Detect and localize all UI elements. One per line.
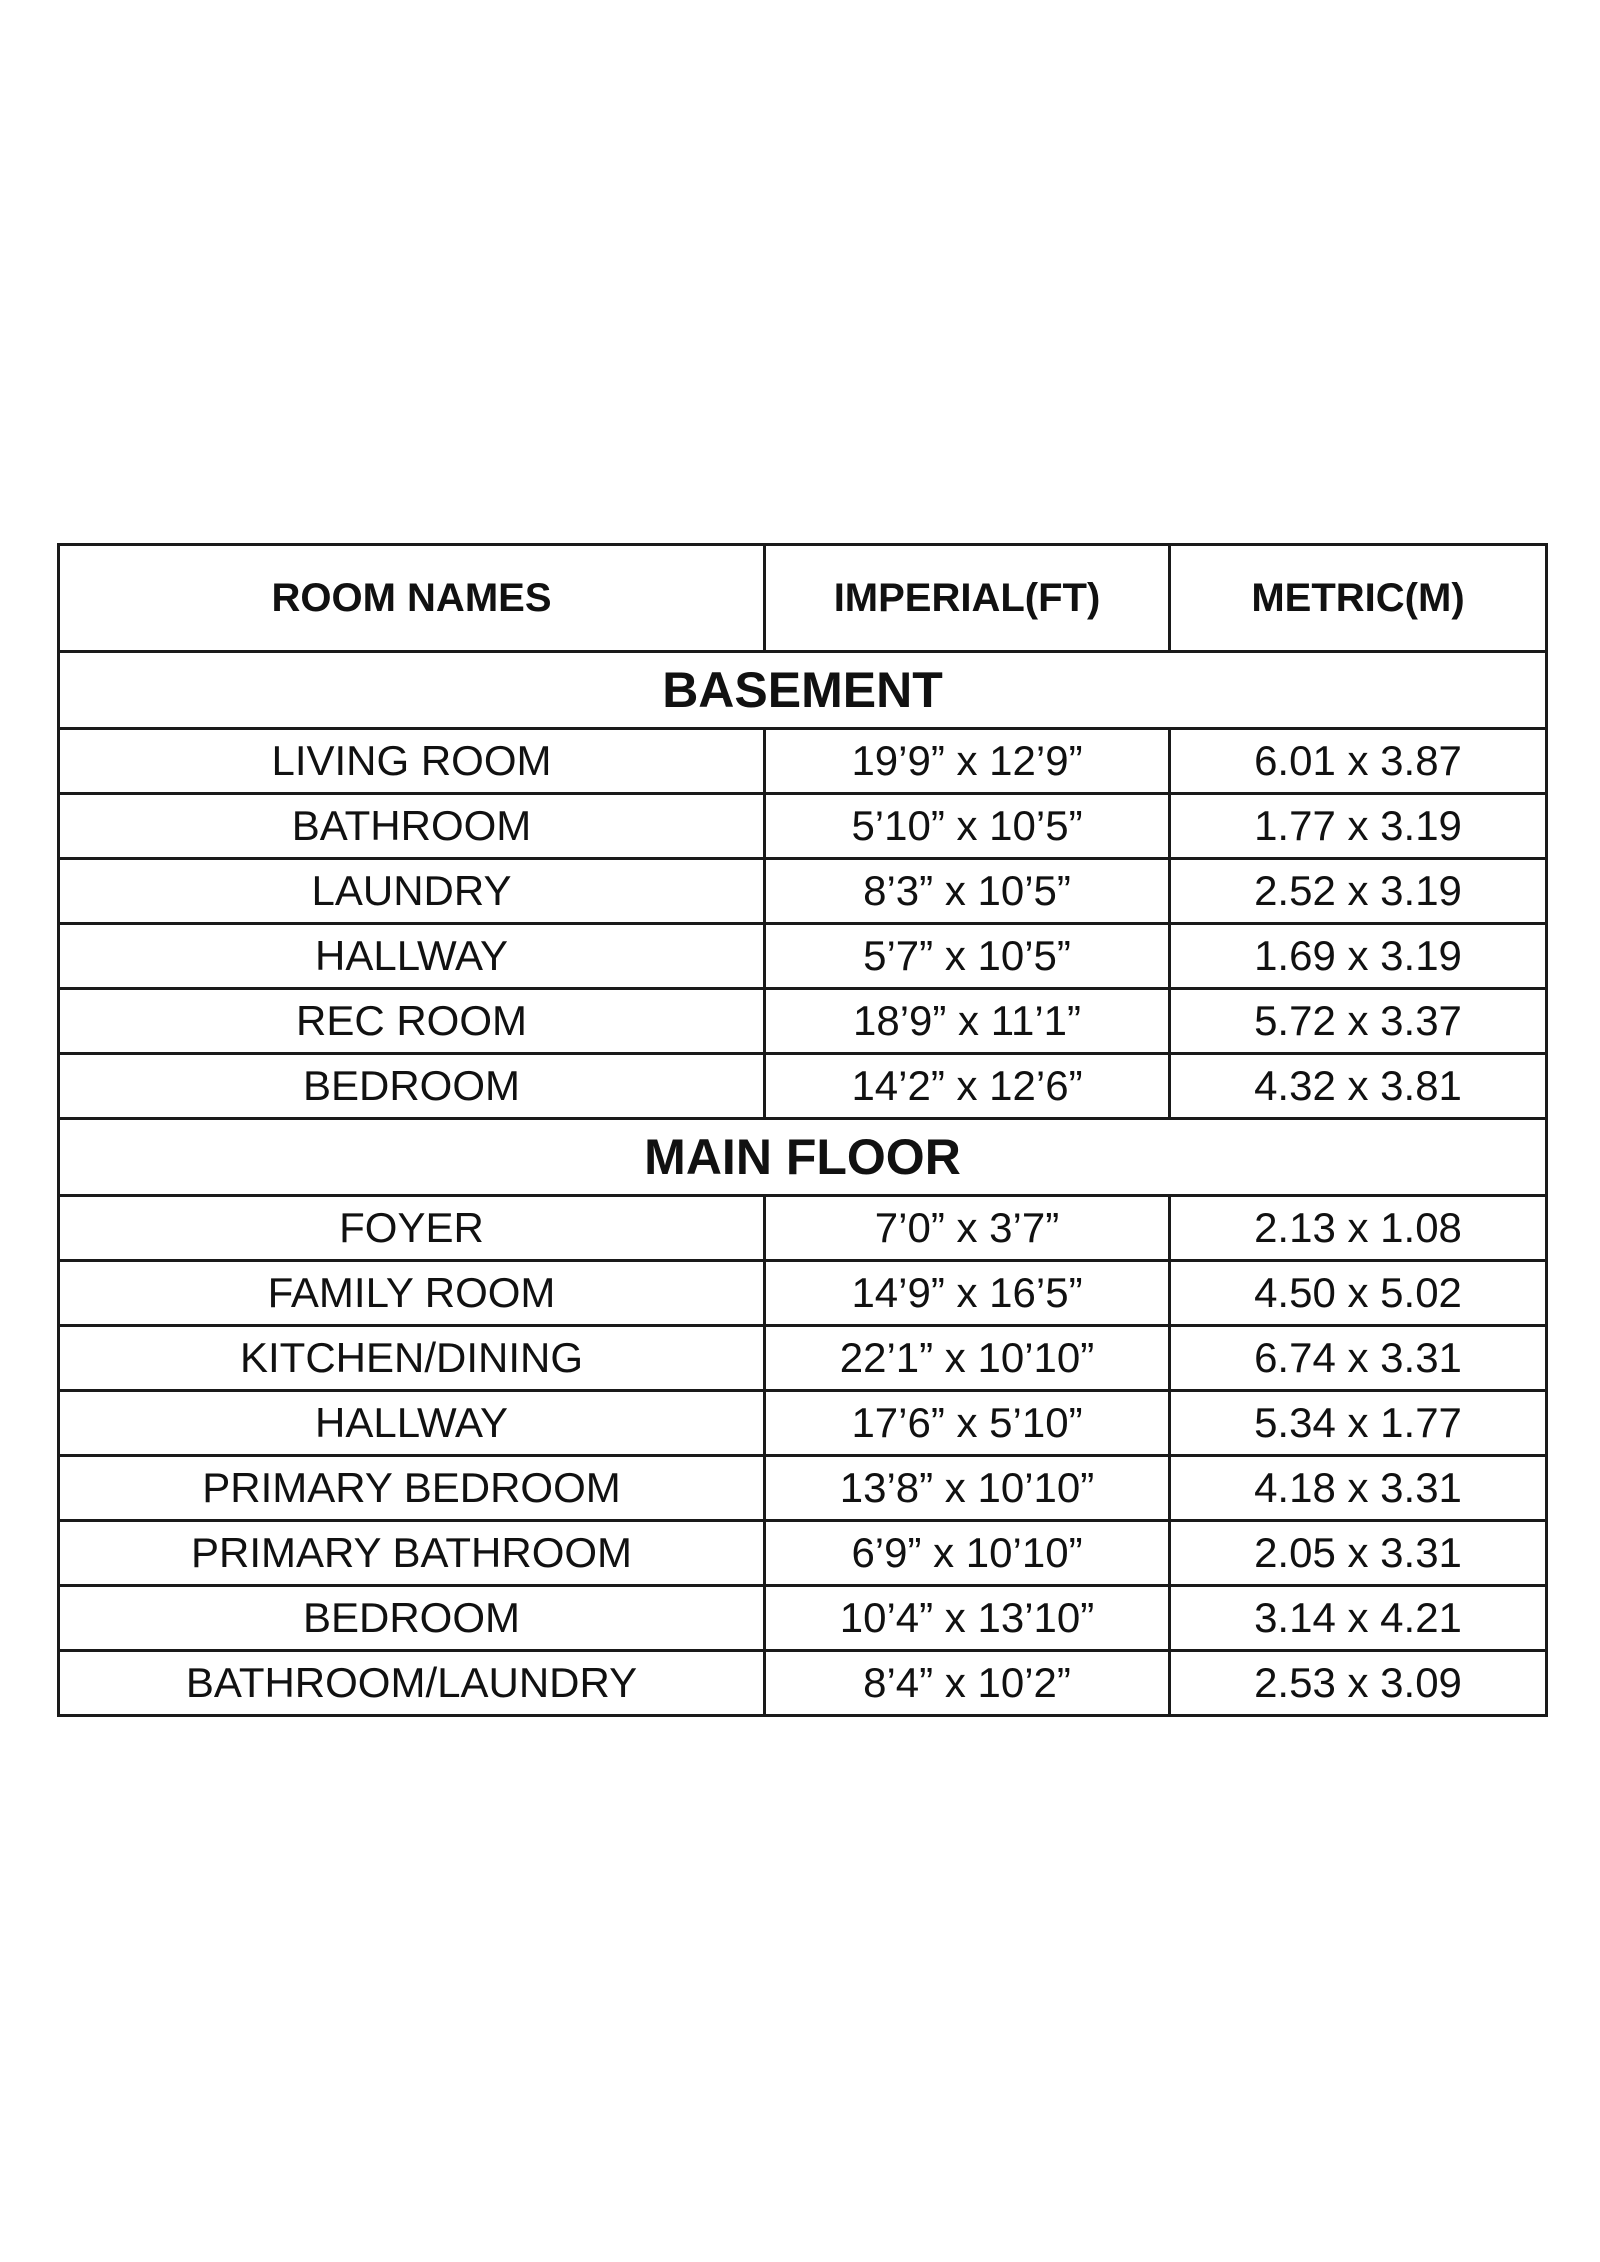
imperial-cell: 22’1” x 10’10” [765,1326,1170,1391]
imperial-cell: 8’3” x 10’5” [765,859,1170,924]
imperial-cell: 17’6” x 5’10” [765,1391,1170,1456]
table-row [59,989,1547,1054]
metric-cell: 4.50 x 5.02 [1170,1261,1547,1326]
imperial-cell: 14’9” x 16’5” [765,1261,1170,1326]
header-room-names: ROOM NAMES [59,545,765,652]
room-name-cell: LAUNDRY [59,859,765,924]
room-name-cell: BATHROOM [59,794,765,859]
metric-cell: 1.69 x 3.19 [1170,924,1547,989]
table-row [59,924,1547,989]
imperial-cell: 18’9” x 11’1” [765,989,1170,1054]
imperial-cell: 8’4” x 10’2” [765,1651,1170,1716]
section-title-main-floor: MAIN FLOOR [59,1119,1547,1196]
section-row-basement [59,652,1547,729]
table-row [59,794,1547,859]
table-row [59,1326,1547,1391]
section-row-main-floor [59,1119,1547,1196]
imperial-cell: 6’9” x 10’10” [765,1521,1170,1586]
metric-cell: 1.77 x 3.19 [1170,794,1547,859]
header-imperial: IMPERIAL(FT) [765,545,1170,652]
metric-cell: 2.52 x 3.19 [1170,859,1547,924]
table-row [59,1651,1547,1716]
room-name-cell: BATHROOM/LAUNDRY [59,1651,765,1716]
imperial-cell: 10’4” x 13’10” [765,1586,1170,1651]
room-name-cell: FOYER [59,1196,765,1261]
table-row [59,1456,1547,1521]
metric-cell: 3.14 x 4.21 [1170,1586,1547,1651]
room-name-cell: PRIMARY BEDROOM [59,1456,765,1521]
imperial-cell: 13’8” x 10’10” [765,1456,1170,1521]
room-name-cell: FAMILY ROOM [59,1261,765,1326]
metric-cell: 5.34 x 1.77 [1170,1391,1547,1456]
metric-cell: 2.53 x 3.09 [1170,1651,1547,1716]
table-row [59,1261,1547,1326]
metric-cell: 6.74 x 3.31 [1170,1326,1547,1391]
table-row [59,1521,1547,1586]
room-name-cell: REC ROOM [59,989,765,1054]
table-row [59,859,1547,924]
imperial-cell: 7’0” x 3’7” [765,1196,1170,1261]
imperial-cell: 5’7” x 10’5” [765,924,1170,989]
table-row [59,1586,1547,1651]
room-name-cell: LIVING ROOM [59,729,765,794]
metric-cell: 4.18 x 3.31 [1170,1456,1547,1521]
imperial-cell: 19’9” x 12’9” [765,729,1170,794]
room-name-cell: BEDROOM [59,1586,765,1651]
section-title-basement: BASEMENT [59,652,1547,729]
imperial-cell: 14’2” x 12’6” [765,1054,1170,1119]
table-row [59,1054,1547,1119]
metric-cell: 6.01 x 3.87 [1170,729,1547,794]
room-name-cell: HALLWAY [59,924,765,989]
table-row [59,1196,1547,1261]
table-row [59,1391,1547,1456]
metric-cell: 2.05 x 3.31 [1170,1521,1547,1586]
room-name-cell: KITCHEN/DINING [59,1326,765,1391]
room-name-cell: PRIMARY BATHROOM [59,1521,765,1586]
room-dimensions-table [57,543,1548,1717]
imperial-cell: 5’10” x 10’5” [765,794,1170,859]
table-row [59,729,1547,794]
room-name-cell: HALLWAY [59,1391,765,1456]
metric-cell: 4.32 x 3.81 [1170,1054,1547,1119]
metric-cell: 5.72 x 3.37 [1170,989,1547,1054]
header-metric: METRIC(M) [1170,545,1547,652]
table-header-row [59,545,1547,652]
metric-cell: 2.13 x 1.08 [1170,1196,1547,1261]
room-name-cell: BEDROOM [59,1054,765,1119]
